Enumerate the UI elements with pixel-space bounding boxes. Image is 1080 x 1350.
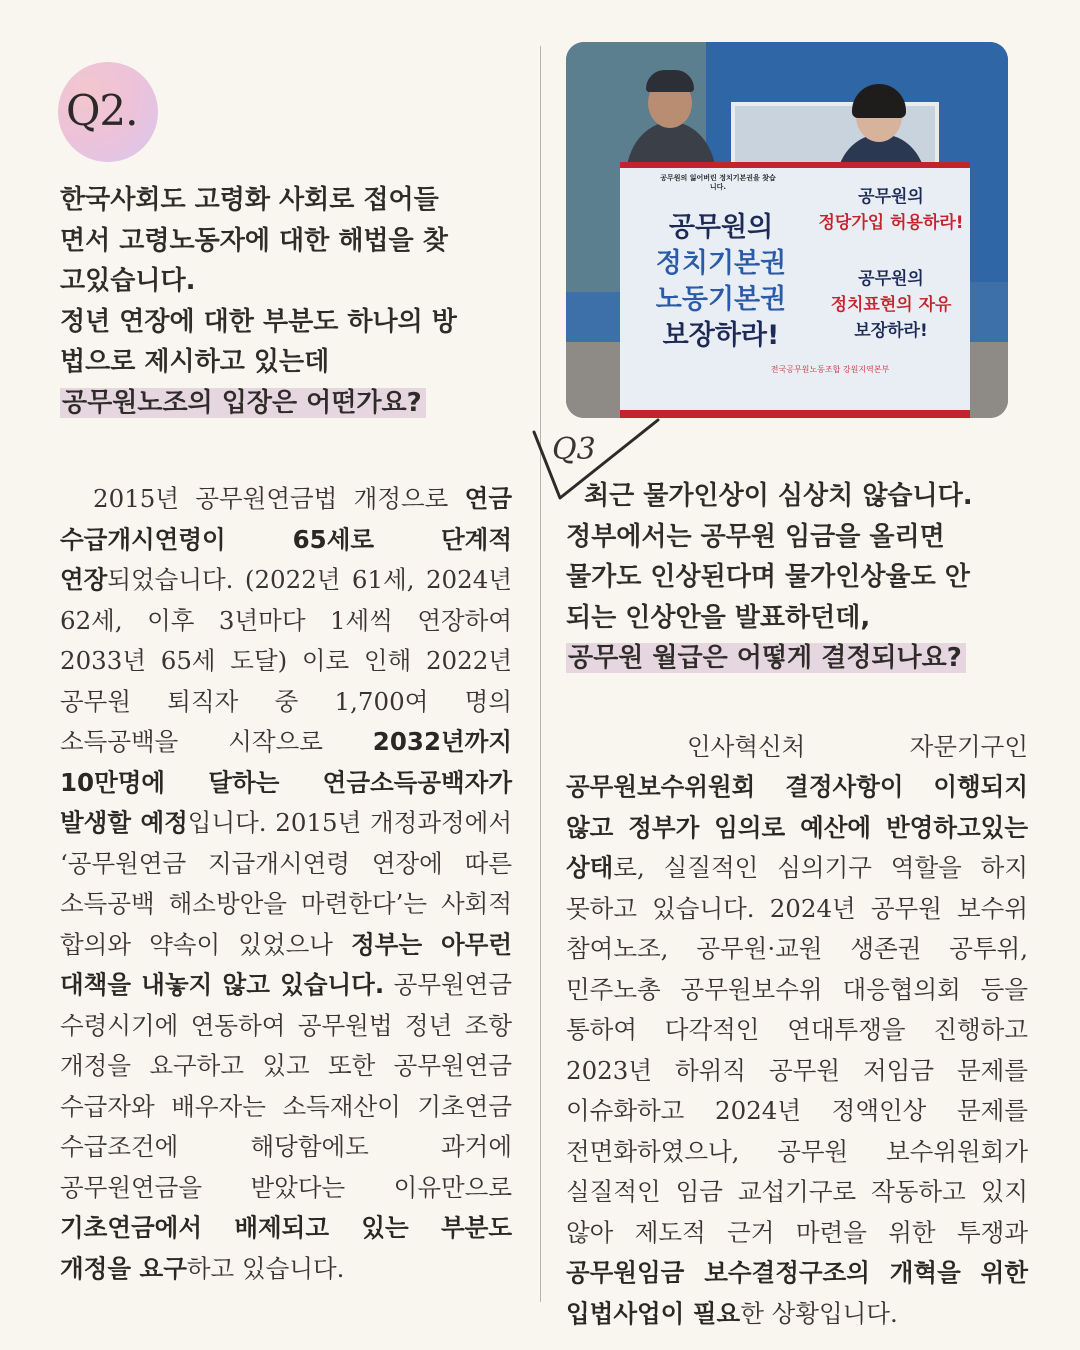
q3-question-line: 최근 물가인상이 심상치 않습니다. (584, 481, 973, 511)
q2-answer-emphasis: 2032년까지 10만명에 달하는 연금소득공백자가 발생할 예정 (60, 727, 512, 837)
q3-answer-text: 한 상황입니다. (740, 1298, 898, 1328)
q3-section (566, 476, 1028, 1334)
banner-footer: 전국공무원노동조합 강원지역본부 (770, 365, 890, 374)
q3-answer-text: 로, 실질적인 심의기구 역할을 하지 못하고 있습니다. 2024년 공무원 보수위 참여노조, 공무원·교원 생존권 공투위, 민주노총 공무원보수위 대응협의회 등을 통하여 다각적인 연대투쟁을 진행하고 2023년 하위직 공무원 저임금 문제를 이슈화하고 2024년 정액인상 문제를 전면화하였으나, 공무원 보수위원회가 실질적인 임금 교섭기구로 작동하고 있지 않아 제도적 근거 마련을 위한 투쟁과 (566, 853, 1028, 1247)
q3-answer-text: 인사혁신처 자문기구인 (566, 731, 1028, 761)
q3-question-highlight: 공무원 월급은 어떻게 결정되나요? (566, 643, 966, 673)
q2-section (60, 180, 512, 1289)
banner-right-slogan-1 (816, 184, 966, 236)
banner-main-line: 공무원의 (668, 212, 774, 243)
q2-answer-text: 하고 있습니다. (186, 1253, 345, 1283)
q2-answer-emphasis: 정부는 아무런 대책을 내놓지 않고 있습니다. (60, 929, 512, 999)
q3-answer-emphasis: 공무원임금 보수결정구조의 개혁을 위한 입법사업이 필요 (566, 1258, 1028, 1328)
banner-main-line: 노동기본권 (655, 284, 787, 315)
banner-r2-line: 정치표현의 자유 (830, 295, 952, 315)
q2-answer (60, 479, 512, 1289)
banner-r2-line: 보장하라! (854, 321, 928, 341)
q2-question-line: 한국사회도 고령화 사회로 접어들 (60, 185, 439, 215)
q2-question-line: 정년 연장에 대한 부분도 하나의 방 (60, 306, 457, 337)
photo-person-left-cap (646, 70, 694, 92)
q3-question-line: 되는 인상안을 발표하던데, (566, 602, 871, 633)
banner-main-line: 정치기본권 (655, 248, 787, 279)
q2-answer-text: 입니다. 2015년 개정과정에서 ‘공무원연금 지급개시연령 연장에 따른 소득공백 해소방안을 마련한다’는 사회적 합의와 약속이 있었으나 (60, 808, 512, 959)
q2-answer-text: 공무원연금 수령시기에 연동하여 공무원법 정년 조항 개정을 요구하고 있고 또한 공무원연금 수급자와 배우자는 소득재산이 기초연금 수급조건에 해당함에도 과거에 공무원연금을 받았다는 이유만으로 (60, 970, 513, 1202)
q3-label: Q3 (552, 432, 596, 467)
q3-question (566, 476, 1028, 679)
q3-question-line: 정부에서는 공무원 임금을 올리면 (566, 521, 945, 552)
q2-label: Q2. (66, 86, 138, 135)
q2-question-highlight: 공무원노조의 입장은 어떤가요? (60, 388, 426, 418)
q2-answer-text: 2015년 공무원연금법 개정으로 (60, 484, 465, 513)
column-divider (540, 46, 541, 1302)
q2-answer-emphasis: 기초연금에서 배제되고 있는 부분도 개정을 요구 (60, 1213, 512, 1283)
q2-question-line: 고있습니다. (60, 266, 196, 296)
banner-r1-line: 정당가입 허용하라! (818, 213, 964, 233)
q2-answer-text: 되었습니다. (2022년 61세, 2024년 62세, 이후 3년마다 1세씩 연장하여 2033년 65세 도달) 이로 인해 2022년 공무원 퇴직자 중 1,700여 명의 소득공백을 시작으로 (60, 565, 512, 756)
q2-question-line: 법으로 제시하고 있는데 (60, 347, 330, 377)
q3-question-line: 물가도 인상된다며 물가인상율도 안 (566, 562, 970, 592)
rally-photo (566, 42, 1008, 418)
banner-r2-line: 공무원의 (858, 269, 924, 289)
q3-answer-emphasis: 공무원보수위원회 결정사항이 이행되지 않고 정부가 임의로 예산에 반영하고있는 상태 (566, 772, 1028, 882)
banner-small-text: 공무원의 잃어버린 정치기본권을 찾습니다. (660, 174, 776, 191)
banner-r1-line: 공무원의 (858, 187, 924, 207)
banner-right-slogan-2 (816, 266, 966, 344)
banner-main-slogan (636, 210, 806, 354)
q2-answer-emphasis: 연금 수급개시연령이 65세로 단계적 연장 (60, 484, 512, 594)
protest-banner (620, 162, 970, 418)
banner-main-line: 보장하라! (662, 320, 780, 351)
q2-question (60, 180, 512, 423)
q2-question-line: 면서 고령노동자에 대한 해법을 찾 (60, 225, 448, 256)
q3-answer (566, 727, 1028, 1335)
